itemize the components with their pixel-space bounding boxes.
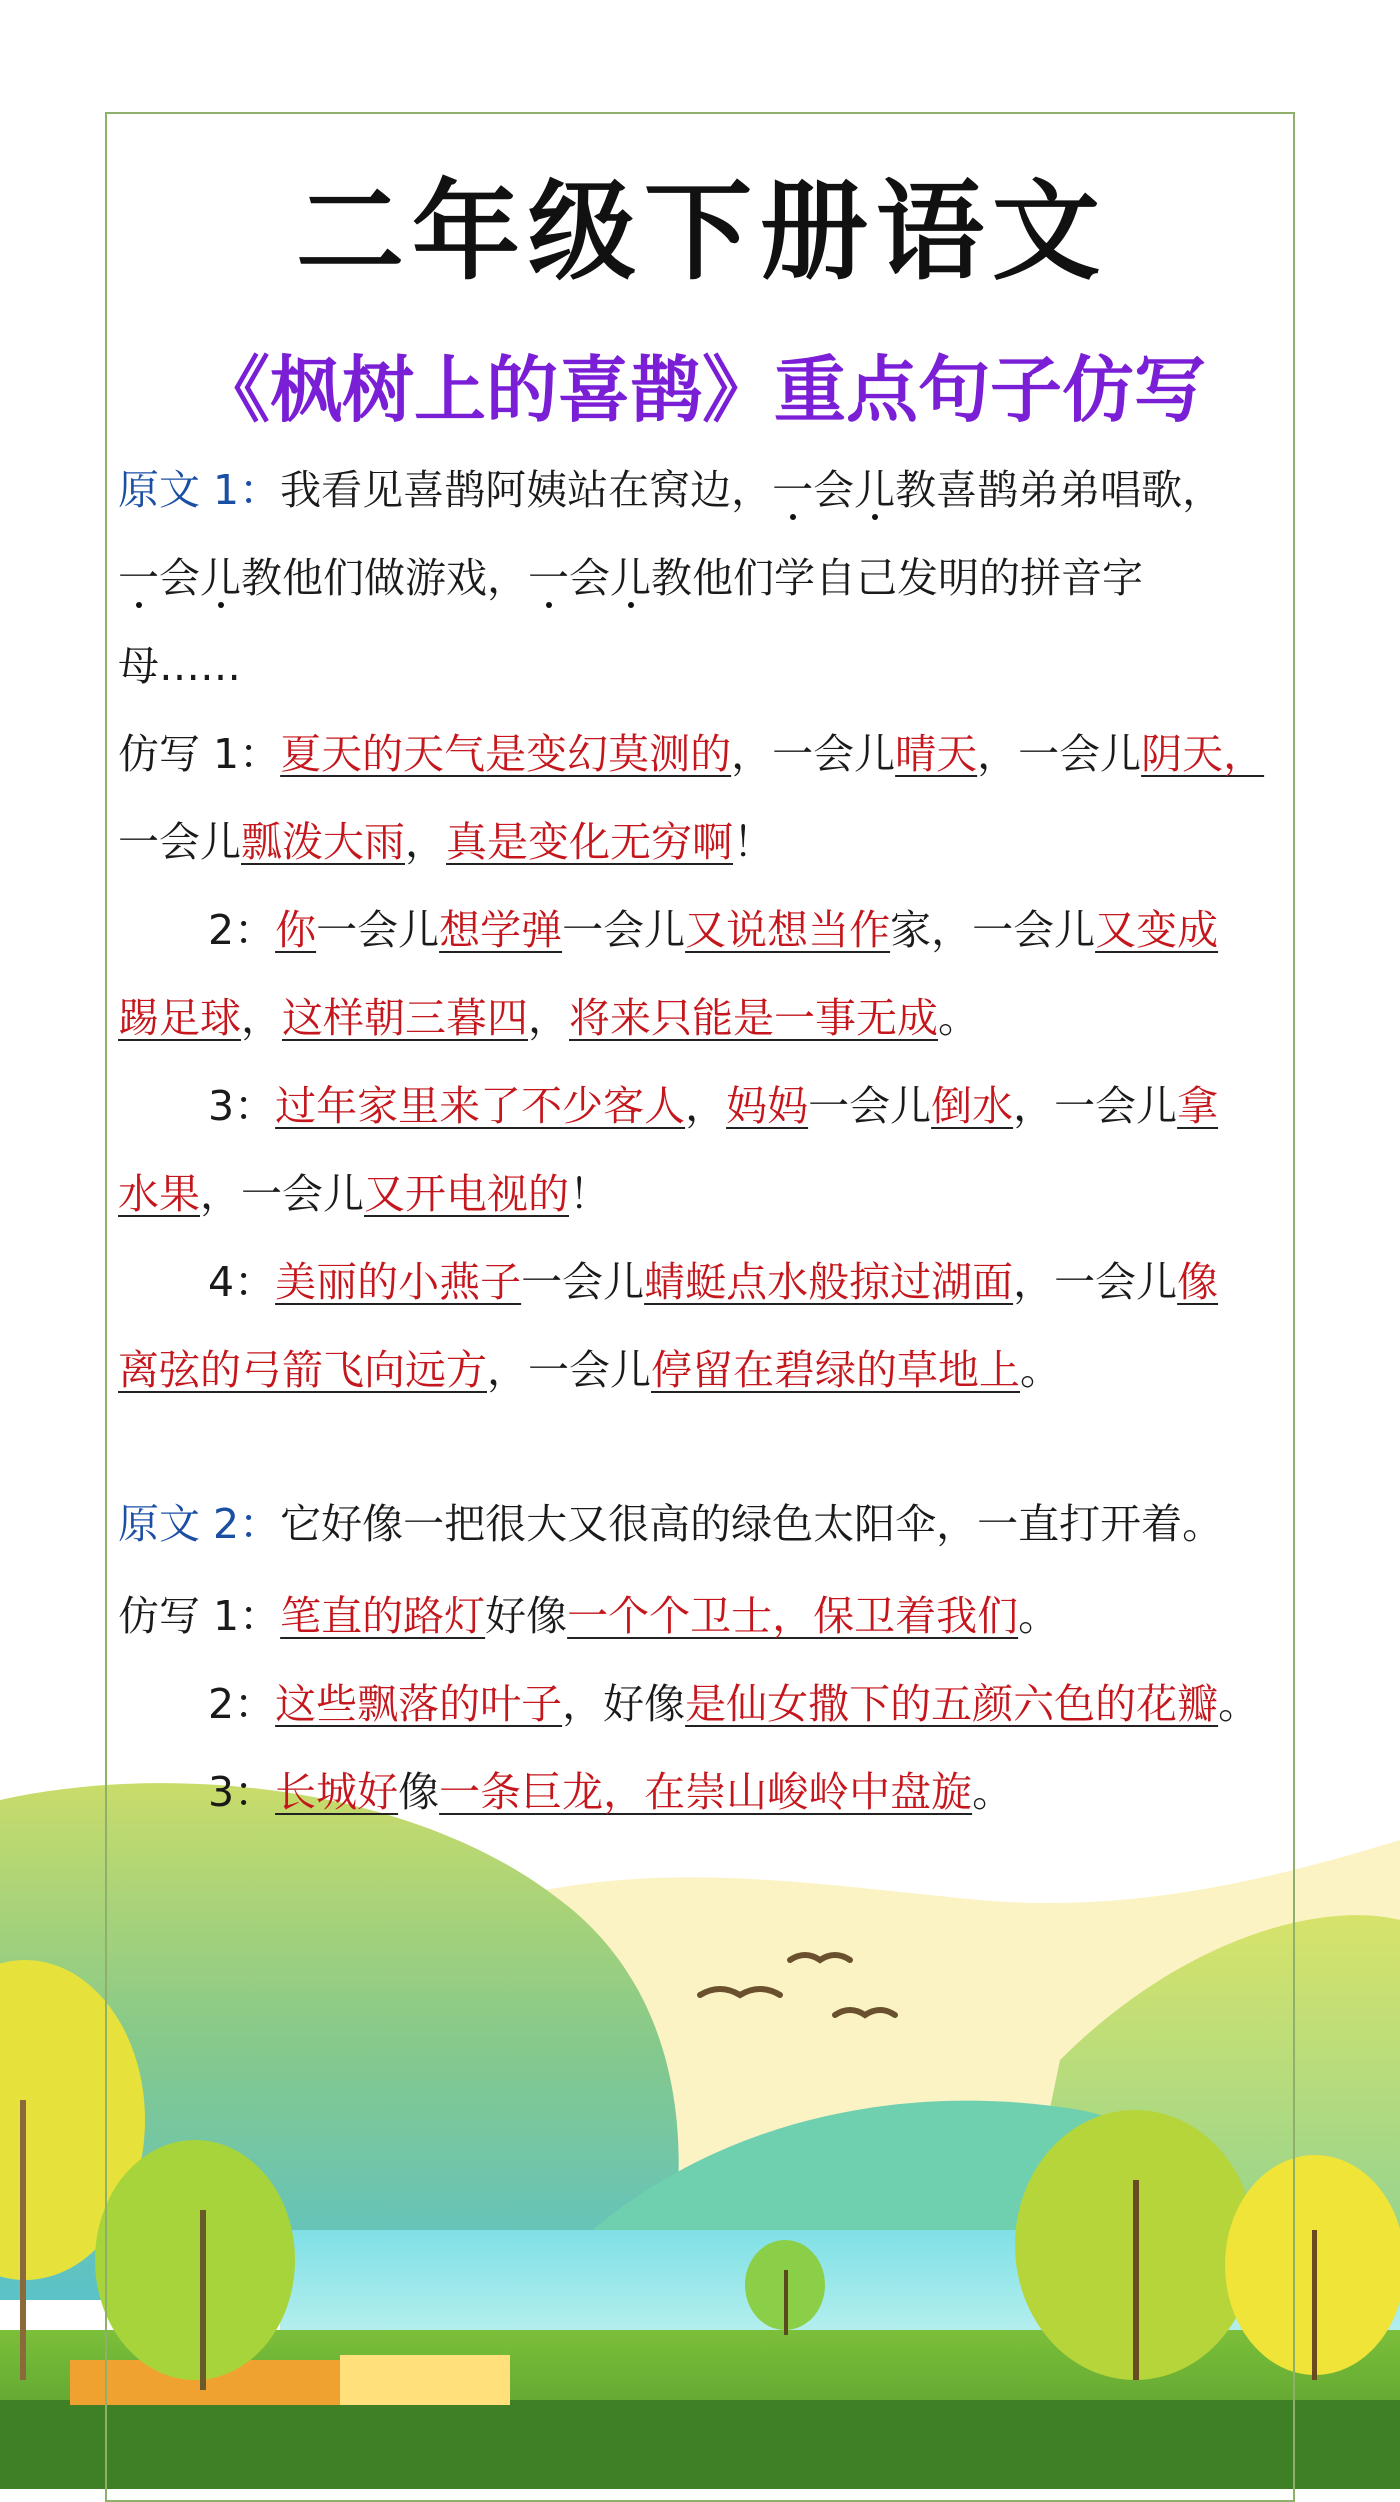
section1-imitation3-line2: 水果，一会儿又开电视的！: [118, 1170, 610, 1218]
section1-imitation2-line1: 2：你一会儿想学弹一会儿又说想当作家，一会儿又变成: [208, 906, 1219, 954]
section1-imitation3-line1: 3：过年家里来了不少客人，妈妈一会儿倒水，一会儿拿: [208, 1082, 1219, 1130]
page-subtitle: 《枫树上的喜鹊》重点句子仿写: [197, 348, 1206, 432]
section2-imitation2: 2：这些飘落的叶子，好像是仙女撒下的五颜六色的花瓣。: [208, 1680, 1260, 1728]
section1-original-line1: 原文 1：我看见喜鹊阿姨站在窝边，一会儿教喜鹊弟弟唱歌，: [118, 466, 1224, 514]
section1-imitation1-line2: 一会儿瓢泼大雨，真是变化无穷啊！: [118, 818, 774, 866]
section1-imitation1-line1: 仿写 1：夏天的天气是变幻莫测的，一会儿晴天，一会儿阴天，: [118, 730, 1265, 778]
page-title: 二年级下册语文: [295, 170, 1108, 295]
section1-imitation4-line2: 离弦的弓箭飞向远方，一会儿停留在碧绿的草地上。: [118, 1346, 1061, 1394]
imitation1-label: 仿写 1：: [118, 730, 281, 778]
imitation4-label: 4：: [208, 1258, 276, 1306]
section2-imitation3: 3：长城好像一条巨龙，在崇山峻岭中盘旋。: [208, 1768, 1014, 1816]
section2-imitation1: 仿写 1：笔直的路灯好像一个个卫士，保卫着我们。: [118, 1592, 1060, 1640]
section1-original-line3: 母……: [118, 642, 241, 690]
section2-original: 原文 2：它好像一把很大又很高的绿色太阳伞，一直打开着。: [118, 1500, 1224, 1548]
section1-label: 原文 1：: [118, 466, 281, 514]
section2-label: 原文 2：: [118, 1500, 281, 1548]
imitation3-label: 3：: [208, 1082, 276, 1130]
section1-imitation2-line2: 踢足球，这样朝三暮四，将来只能是一事无成。: [118, 994, 979, 1042]
imitation2-label: 2：: [208, 906, 276, 954]
section1-original-line2: 一会儿教他们做游戏，一会儿教他们学自己发明的拼音字: [118, 554, 1143, 602]
section1-imitation4-line1: 4：美丽的小燕子一会儿蜻蜓点水般掠过湖面，一会儿像: [208, 1258, 1219, 1306]
